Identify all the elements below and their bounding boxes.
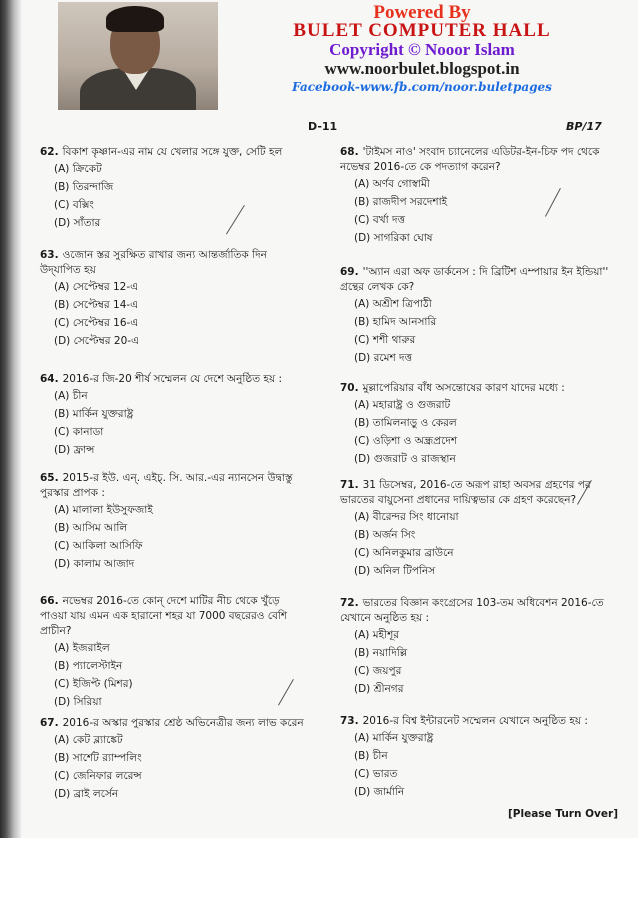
- banner-powered-by: Powered By: [373, 2, 471, 23]
- option-b: (B) তিরন্দাজি: [54, 181, 114, 193]
- question-72: 72. ভারতের বিজ্ঞান কংগ্রেসের 103-তম অধিবেশন 2016-তে যেখানে অনুষ্ঠিত হয় : (A) মহীশূর (B) নয়াদিল্লি (C) জয়পুর (D) শ্রীনগর: [340, 596, 615, 698]
- option-b: (B) চীন: [354, 750, 388, 762]
- option-c: (C) শশী থারুর: [354, 334, 416, 346]
- question-64: 64. 2016-র জি-20 শীর্ষ সম্মেলন যে দেশে অনুষ্ঠিত হয় : (A) চীন (B) মার্কিন যুক্তরাষ্ট্র (C) কানাডা (D) ফ্রান্স: [40, 372, 308, 459]
- option-d: (D) সাঁতার: [54, 217, 101, 229]
- option-d: (D) ব্রাই লর্সেন: [54, 788, 119, 800]
- option-a: (A) মহারাষ্ট্র ও গুজরাট: [354, 399, 451, 411]
- scan-dark-edge: [0, 0, 22, 840]
- option-a: (A) ক্রিকেট: [54, 163, 102, 175]
- option-d: (D) অনিল টিপনিস: [354, 565, 436, 577]
- option-c: (C) সেপ্টেম্বর 16-এ: [54, 317, 139, 329]
- option-a: (A) অশ্রীশ ত্রিপাঠী: [354, 298, 432, 310]
- question-67: 67. 2016-র অস্কার পুরস্কার শ্রেষ্ঠ অভিনেত্রীর জন্য লাভ করেন (A) কেট ব্ল্যাঙ্কেট (B) সার্শেট র‍্যাম্পলিং (C) জেনিফার লরেন্স (D) ব্রাই লর্সেন: [40, 716, 308, 803]
- option-b: (B) অর্জন সিং: [354, 529, 416, 541]
- option-d: (D) শ্রীনগর: [354, 683, 404, 695]
- option-d: (D) সিরিয়া: [54, 696, 102, 708]
- option-c: (C) বক্সিং: [54, 199, 94, 211]
- author-photo: [58, 2, 218, 110]
- option-d: (D) গুজরাট ও রাজস্থান: [354, 453, 456, 465]
- option-a: (A) বীরেন্দর সিং ধানোয়া: [354, 511, 459, 523]
- option-a: (A) মহীশূর: [354, 629, 400, 641]
- question-71: 71. 31 ডিসেম্বর, 2016-তে অরূপ রাহা অবসর গ্রহণের পর ভারতের বায়ুসেনা প্রধানের দায়িত্বভার কে গ্রহণ করেছেন? (A) বীরেন্দর সিং ধানোয়া (B) অর্জন সিং (C) অনিলকুমার ব্রাউনে (D) অনিল টিপনিস: [340, 478, 615, 580]
- option-c: (C) ভারত: [354, 768, 398, 780]
- option-a: (A) চীন: [54, 390, 88, 402]
- option-c: (C) আকিলা আসিফি: [54, 540, 143, 552]
- option-d: (D) সাগরিকা ঘোষ: [354, 232, 433, 244]
- option-c: (C) কানাডা: [54, 426, 104, 438]
- question-73: 73. 2016-র বিশ্ব ইন্টারনেট সম্মেলন যেখানে অনুষ্ঠিত হয় : (A) মার্কিন যুক্তরাষ্ট্র (B) চীন (C) ভারত (D) জার্মানি: [340, 714, 615, 801]
- question-66: 66. নভেম্বর 2016-তে কোন্ দেশে মাটির নীচ থেকে খুঁড়ে পাওয়া যায় এমন এক হারানো শহর যা 7000 বছরেরও বেশি প্রাচীন? (A) ইজরাইল (B) প্যালেস্টাইন (C) ইজিপ্ট (মিশর) (D) সিরিয়া: [40, 594, 308, 711]
- option-c: (C) জেনিফার লরেন্স: [54, 770, 142, 782]
- option-a: (A) অর্ণব গোস্বামী: [354, 178, 430, 190]
- option-b: (B) রাজদীপ সরদেশাই: [354, 196, 448, 208]
- option-b: (B) তামিলনাড়ু ও কেরল: [354, 417, 457, 429]
- question-70: 70. মুল্লাপেরিয়ার বাঁধ অসন্তোষের কারণ যাদের মধ্যে : (A) মহারাষ্ট্র ও গুজরাট (B) তামিলনাড়ু ও কেরল (C) ওড়িশা ও অন্ধ্রপ্রদেশ (D) গুজরাট ও রাজস্থান: [340, 381, 615, 468]
- option-b: (B) হামিদ আনসারি: [354, 316, 437, 328]
- option-a: (A) ইজরাইল: [54, 642, 110, 654]
- page-code: D-11: [308, 120, 338, 133]
- option-a: (A) সেপ্টেম্বর 12-এ: [54, 281, 139, 293]
- question-65: 65. 2015-র ইউ. এন্. এইচ্. সি. আর.-এর ন্যানসেন উদ্বাস্তু পুরস্কার প্রাপক : (A) মালালা ইউসুফজাই (B) আসিম আলি (C) আকিলা আসিফি (D) কালাম আজাদ: [40, 471, 308, 573]
- option-b: (B) প্যালেস্টাইন: [54, 660, 123, 672]
- question-63: 63. ওজোন স্তর সুরক্ষিত রাখার জন্য আন্তর্জাতিক দিন উদ্‌যাপিত হয় (A) সেপ্টেম্বর 12-এ (B) সেপ্টেম্বর 14-এ (C) সেপ্টেম্বর 16-এ (D) সেপ্টেম্বর 20-এ: [40, 248, 308, 350]
- please-turn-over: [Please Turn Over]: [508, 808, 618, 820]
- option-d: (D) ফ্রান্স: [54, 444, 95, 456]
- option-d: (D) সেপ্টেম্বর 20-এ: [54, 335, 140, 347]
- option-a: (A) কেট ব্ল্যাঙ্কেট: [54, 734, 123, 746]
- option-d: (D) জার্মানি: [354, 786, 405, 798]
- option-b: (B) সার্শেট র‍্যাম্পলিং: [54, 752, 142, 764]
- option-c: (C) জয়পুর: [354, 665, 402, 677]
- question-69: 69. ''অ্যান এরা অফ ডার্কনেস : দি ব্রিটিশ এম্পায়ার ইন ইন্ডিয়া'' গ্রন্থের লেখক কে? (A) অশ্রীশ ত্রিপাঠী (B) হামিদ আনসারি (C) শশী থারুর (D) রমেশ দত্ত: [340, 265, 615, 367]
- banner-website: www.noorbulet.blogspot.in: [324, 59, 520, 78]
- option-b: (B) আসিম আলি: [54, 522, 128, 534]
- option-b: (B) নয়াদিল্লি: [354, 647, 408, 659]
- series-code: BP/17: [566, 120, 602, 133]
- option-a: (A) মালালা ইউসুফজাই: [54, 504, 153, 516]
- option-b: (B) সেপ্টেম্বর 14-এ: [54, 299, 139, 311]
- option-c: (C) অনিলকুমার ব্রাউনে: [354, 547, 454, 559]
- option-d: (D) রমেশ দত্ত: [354, 352, 413, 364]
- option-c: (C) ওড়িশা ও অন্ধ্রপ্রদেশ: [354, 435, 458, 447]
- watermark-banner: [0, 0, 638, 110]
- option-c: (C) বর্খা দত্ত: [354, 214, 406, 226]
- question-68: 68. 'টাইমস নাও' সংবাদ চ্যানেলের এডিটর-ইন-চিফ পদ থেকে নভেম্বর 2016-তে কে পদত্যাগ করেন? (A) অর্ণব গোস্বামী (B) রাজদীপ সরদেশাই (C) বর্খা দত্ত (D) সাগরিকা ঘোষ: [340, 145, 615, 247]
- option-d: (D) কালাম আজাদ: [54, 558, 135, 570]
- banner-copyright: Copyright © Nooor Islam: [329, 40, 515, 59]
- banner-brand: BULET COMPUTER HALL: [293, 20, 551, 41]
- option-a: (A) মার্কিন যুক্তরাষ্ট্র: [354, 732, 434, 744]
- page-bottom-margin: [0, 838, 638, 902]
- option-b: (B) মার্কিন যুক্তরাষ্ট্র: [54, 408, 134, 420]
- banner-facebook: Facebook-www.fb.com/noor.buletpages: [292, 80, 552, 94]
- question-62: 62. বিকাশ কৃষ্ণান-এর নাম যে খেলার সঙ্গে যুক্ত, সেটি হল (A) ক্রিকেট (B) তিরন্দাজি (C) বক্সিং (D) সাঁতার: [40, 145, 308, 232]
- option-c: (C) ইজিপ্ট (মিশর): [54, 678, 133, 690]
